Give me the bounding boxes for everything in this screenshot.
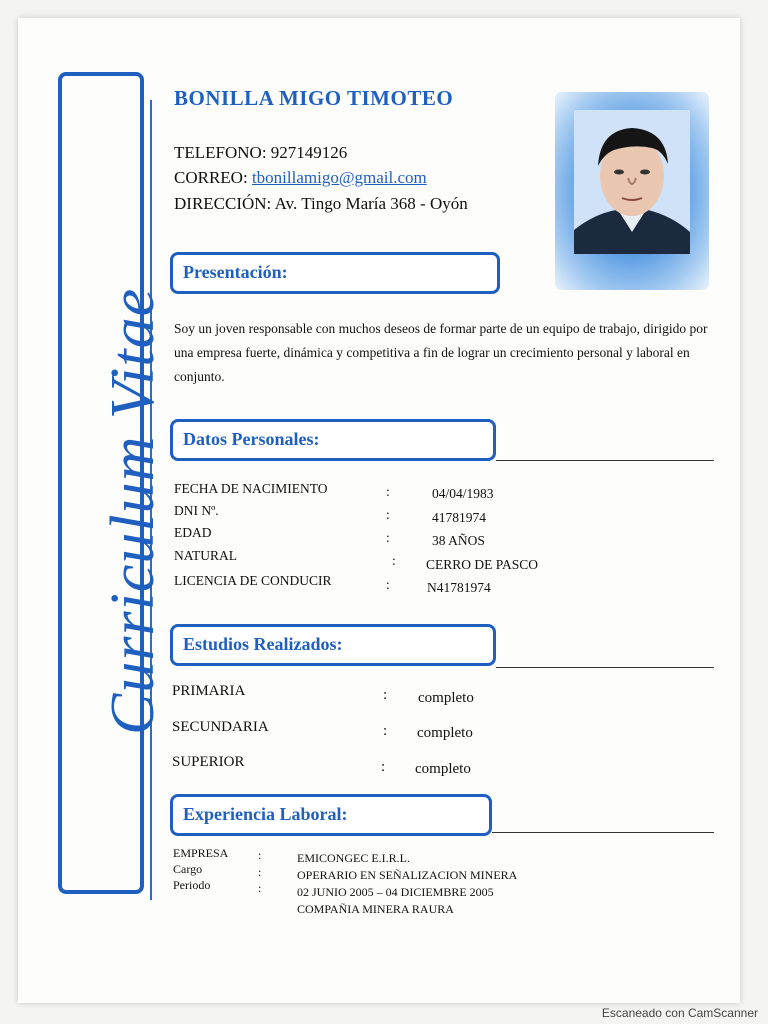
- study-sep: :: [381, 759, 386, 775]
- study-value: completo: [415, 761, 471, 777]
- personal-value: CERRO DE PASCO: [426, 557, 539, 572]
- personal-value: 38 AÑOS: [432, 533, 485, 548]
- candidate-name: BONILLA MIGO TIMOTEO: [174, 86, 454, 110]
- experience-value: COMPAÑIA MINERA RAURA: [297, 902, 454, 916]
- experience-value: OPERARIO EN SEÑALIZACION MINERA: [297, 868, 518, 882]
- experience-value: EMICONGEC E.I.R.L.: [297, 851, 410, 865]
- personal-sep: :: [386, 507, 390, 522]
- address-line: [174, 194, 468, 214]
- personal-label: NATURAL: [174, 548, 237, 563]
- email-link[interactable]: tbonillamigo@gmail.com: [251, 168, 427, 187]
- person-portrait-icon: [574, 110, 690, 254]
- study-label: SECUNDARIA: [172, 719, 269, 735]
- experience-sep: :: [258, 881, 262, 895]
- personal-sep: :: [386, 577, 390, 592]
- section-presentacion: [170, 252, 500, 294]
- section-title-datos: Datos Personales:: [183, 429, 320, 449]
- experience-sep: :: [258, 865, 262, 879]
- personal-value: 04/04/1983: [432, 486, 494, 501]
- email-line: [174, 168, 427, 188]
- experience-label: Periodo: [173, 878, 211, 892]
- phone-label: TELEFONO:: [174, 143, 267, 162]
- experience-label: Cargo: [173, 862, 203, 876]
- phone-value: 927149126: [270, 143, 348, 162]
- personal-sep: :: [392, 553, 396, 568]
- section-title-experiencia: Experiencia Laboral:: [183, 804, 348, 824]
- personal-value: 41781974: [432, 510, 486, 525]
- section-experiencia: [170, 794, 492, 836]
- email-label: CORREO:: [174, 168, 248, 187]
- personal-sep: :: [386, 484, 390, 499]
- study-value: completo: [418, 690, 474, 706]
- section-title-estudios: Estudios Realizados:: [183, 634, 343, 654]
- vertical-title: Curriculum Vitae: [99, 287, 167, 735]
- personal-label: LICENCIA DE CONDUCIR: [174, 573, 332, 588]
- study-sep: :: [383, 723, 388, 739]
- personal-label: FECHA DE NACIMIENTO: [174, 481, 328, 496]
- scanner-watermark: Escaneado con CamScanner: [601, 1006, 758, 1020]
- phone-line: [174, 143, 347, 163]
- personal-label: DNI Nº.: [174, 503, 219, 518]
- section-datos-personales: [170, 419, 496, 461]
- section-rule-estudios: [496, 667, 714, 668]
- portrait-image: [574, 110, 690, 254]
- section-rule-experiencia: [492, 832, 714, 833]
- study-value: completo: [417, 725, 473, 741]
- experience-value: 02 JUNIO 2005 – 04 DICIEMBRE 2005: [297, 885, 494, 899]
- presentation-paragraph: Soy un joven responsable con muchos deseos de formar parte de un equipo de trabajo, dirigido por una empresa fuerte, dinámica y competitiva a fin de lograr un crecimiento personal y laboral en conjunto.: [174, 321, 708, 384]
- experience-label: EMPRESA: [173, 846, 229, 860]
- personal-value: N41781974: [427, 580, 491, 595]
- profile-photo: [555, 92, 709, 290]
- experience-sep: :: [258, 848, 262, 862]
- study-label: PRIMARIA: [172, 683, 246, 699]
- personal-label: EDAD: [174, 525, 212, 540]
- address-label: DIRECCIÓN:: [174, 194, 272, 213]
- study-sep: :: [383, 687, 388, 703]
- address-value: Av. Tingo María 368 - Oyón: [274, 194, 468, 213]
- section-rule-datos: [496, 460, 714, 461]
- section-estudios: [170, 624, 496, 666]
- study-label: SUPERIOR: [172, 754, 245, 770]
- section-title-presentacion: Presentación:: [183, 262, 288, 282]
- personal-sep: :: [386, 530, 390, 545]
